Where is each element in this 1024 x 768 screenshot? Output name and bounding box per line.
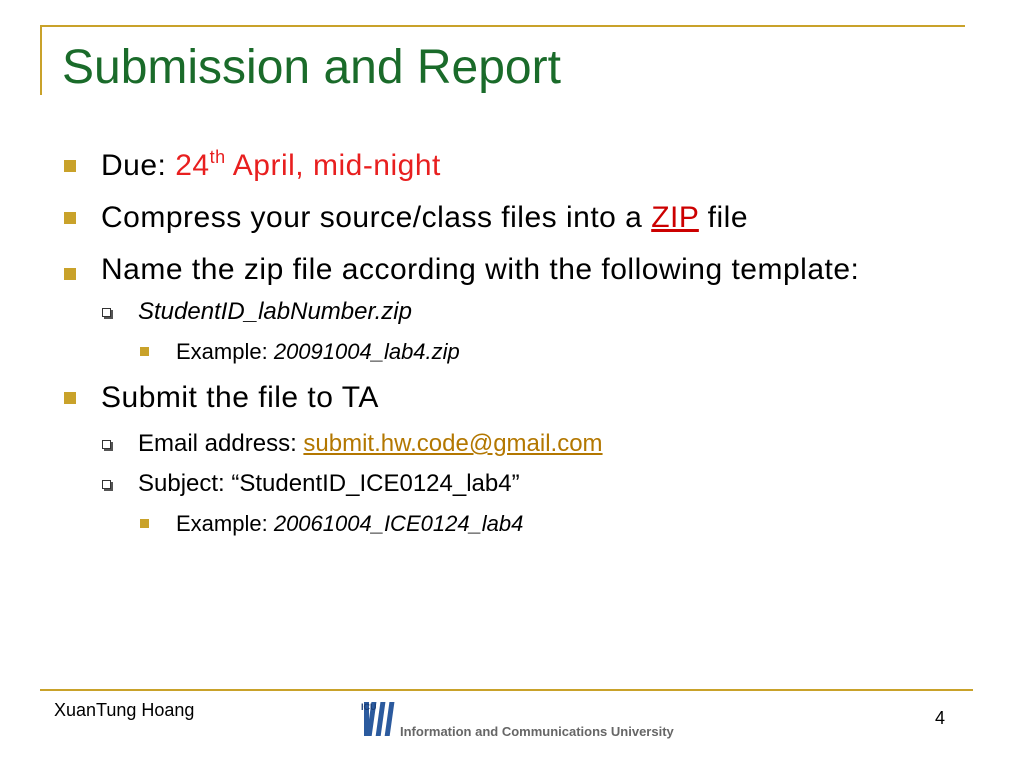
due-day: 24 — [175, 149, 210, 182]
bullet-list — [58, 140, 958, 544]
footer-author: XuanTung Hoang — [54, 700, 195, 720]
slide-title: Submission and Report — [62, 41, 561, 94]
subject-text: Subject: “StudentID_ICE0124_lab4” — [138, 470, 520, 497]
small-square-bullet-icon — [140, 519, 149, 528]
due-date-rest: April, mid-night — [225, 149, 441, 182]
square-bullet-icon — [64, 268, 76, 280]
small-square-bullet-icon — [140, 347, 149, 356]
compress-item — [58, 192, 958, 244]
email-label: Email address: — [138, 430, 304, 457]
due-item — [58, 140, 958, 192]
submit-item — [58, 372, 958, 424]
square-bullet-icon — [64, 212, 76, 224]
compress-text-before: Compress your source/class files into a — [101, 201, 652, 234]
square-bullet-icon — [64, 392, 76, 404]
hollow-square-bullet-icon — [102, 440, 111, 449]
left-frame-line — [40, 25, 42, 95]
logo-text: ICU — [361, 702, 377, 712]
naming-item — [58, 248, 958, 292]
zip-link[interactable]: ZIP — [651, 201, 699, 234]
example-value: 20061004_ICE0124_lab4 — [273, 511, 524, 536]
due-label: Due: — [101, 149, 176, 182]
subject-item — [58, 464, 958, 504]
naming-example-item — [58, 332, 958, 372]
footer-divider — [40, 689, 973, 691]
email-item — [58, 424, 958, 464]
template-text: StudentID_labNumber.zip — [138, 298, 412, 325]
square-bullet-icon — [64, 160, 76, 172]
due-day-suffix: th — [209, 147, 226, 167]
example-value: 20091004_lab4.zip — [273, 339, 460, 364]
submit-text: Submit the file to TA — [101, 381, 379, 414]
compress-text-after: file — [698, 201, 749, 234]
subject-example-item — [58, 504, 958, 544]
example-label: Example: — [176, 339, 274, 364]
hollow-square-bullet-icon — [102, 480, 111, 489]
template-item — [58, 292, 958, 332]
example-label: Example: — [176, 511, 274, 536]
university-logo-icon — [358, 698, 398, 738]
naming-text: Name the zip file according with the following template: — [101, 253, 860, 286]
hollow-square-bullet-icon — [102, 308, 111, 317]
top-frame-line — [40, 25, 965, 27]
page-number: 4 — [935, 708, 946, 728]
footer-university: Information and Communications University — [400, 724, 674, 739]
email-link[interactable]: submit.hw.code@gmail.com — [303, 430, 603, 457]
